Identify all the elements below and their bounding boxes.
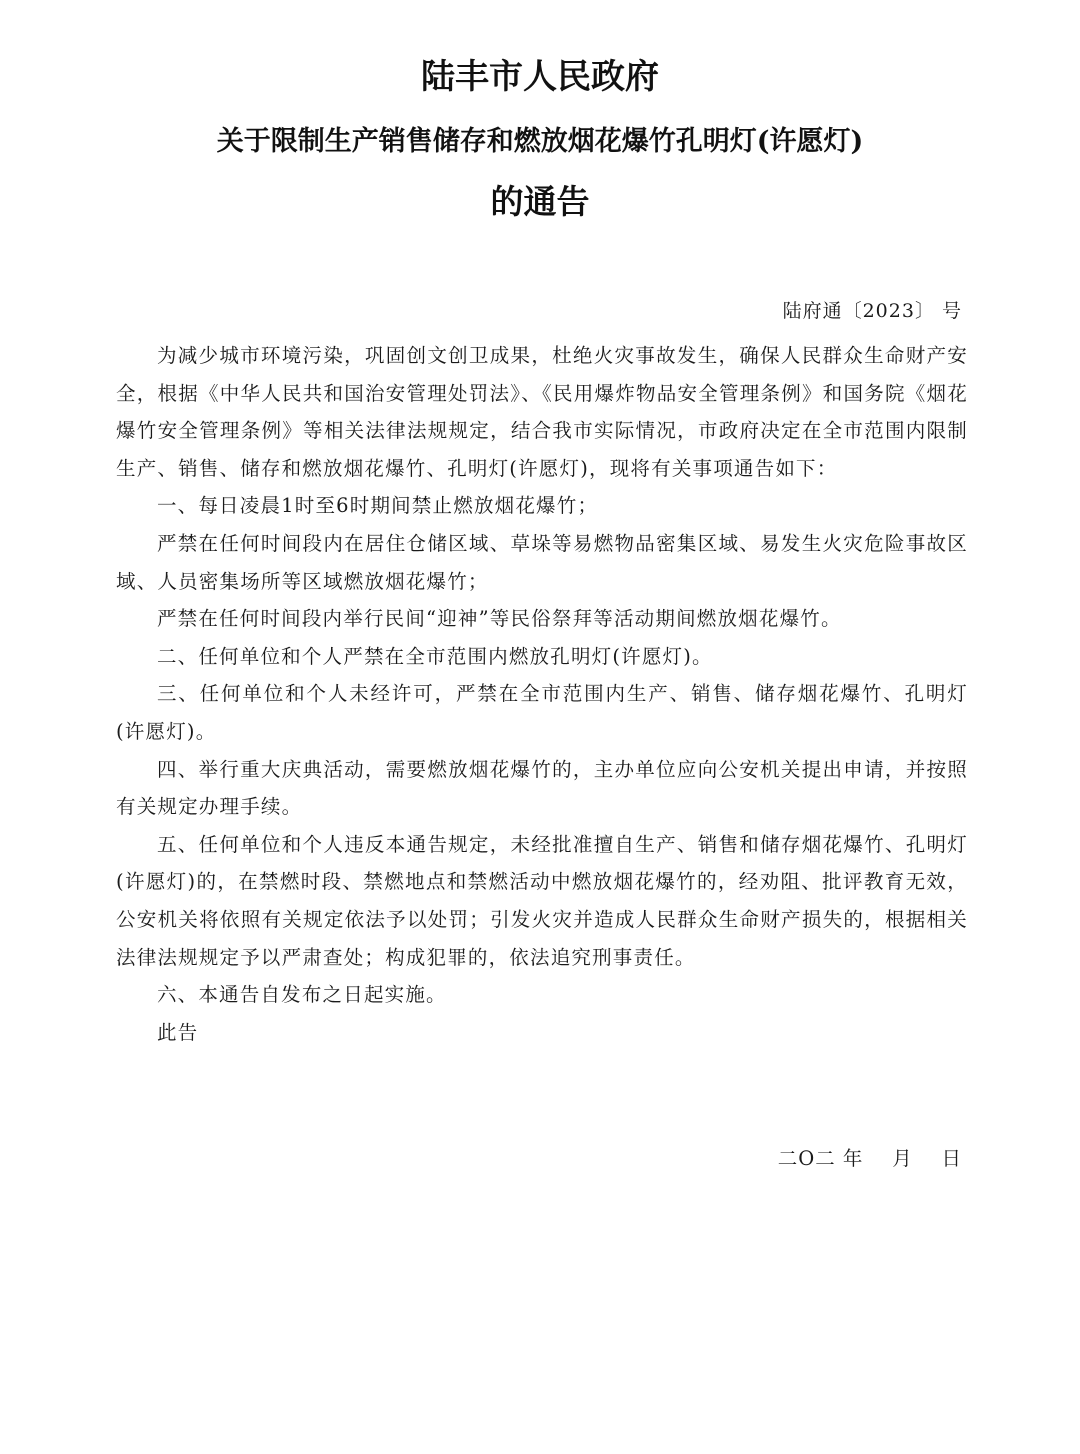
item-1-restriction-b: 严禁在任何时间段内举行民间“迎神”等民俗祭拜等活动期间燃放烟花爆竹。 [156,607,842,631]
notice-body [116,337,968,1051]
intro-paragraph: 为减少城市环境污染，巩固创文创卫成果，杜绝火灾事故发生，确保人民群众生命财产安全，根据《中华人民共和国治安管理处罚法》、《民用爆炸物品安全管理条例》和国务院《烟花爆竹安全管理条例》等相关法律法规规定，结合我市实际情况，市政府决定在全市范围内限制生产、销售、储存和燃放烟花爆竹、孔明灯(许愿灯)，现将有关事项通告如下： [116,344,968,480]
notice-subject: 关于限制生产销售储存和燃放烟花爆竹孔明灯(许愿灯) [216,126,864,157]
notice-title-suffix: 的通告 [490,182,590,221]
item-2-paragraph: 二、任何单位和个人严禁在全市范围内燃放孔明灯(许愿灯)。 [156,644,713,668]
item-6-paragraph: 六、本通告自发布之日起实施。 [156,983,447,1007]
document-number: 陆府通〔2023〕 号 [782,300,962,322]
item-1-paragraph: 一、每日凌晨1时至6时期间禁止燃放烟花爆竹； [156,494,599,518]
issuing-organization: 陆丰市人民政府 [421,57,659,97]
issue-date: 二O二 年 月 日 [777,1147,962,1170]
item-4-paragraph: 四、举行重大庆典活动，需要燃放烟花爆竹的，主办单位应向公安机关提出申请，并按照有关规定办理手续。 [116,757,968,819]
item-1-restriction-a: 严禁在任何时间段内在居住仓储区域、草垛等易燃物品密集区域、易发生火灾危险事故区域、人员密集场所等区域燃放烟花爆竹； [116,531,968,593]
item-5-paragraph: 五、任何单位和个人违反本通告规定，未经批准擅自生产、销售和储存烟花爆竹、孔明灯(许愿灯)的，在禁燃时段、禁燃地点和禁燃活动中燃放烟花爆竹的，经劝阻、批评教育无效，公安机关将依照有关规定依法予以处罚；引发火灾并造成人民群众生命财产损失的，根据相关法律法规规定予以严肃查处；构成犯罪的，依法追究刑事责任。 [116,832,968,969]
closing-remark: 此告 [156,1020,199,1044]
item-3-paragraph: 三、任何单位和个人未经许可，严禁在全市范围内生产、销售、储存烟花爆竹、孔明灯(许愿灯)。 [116,682,968,743]
